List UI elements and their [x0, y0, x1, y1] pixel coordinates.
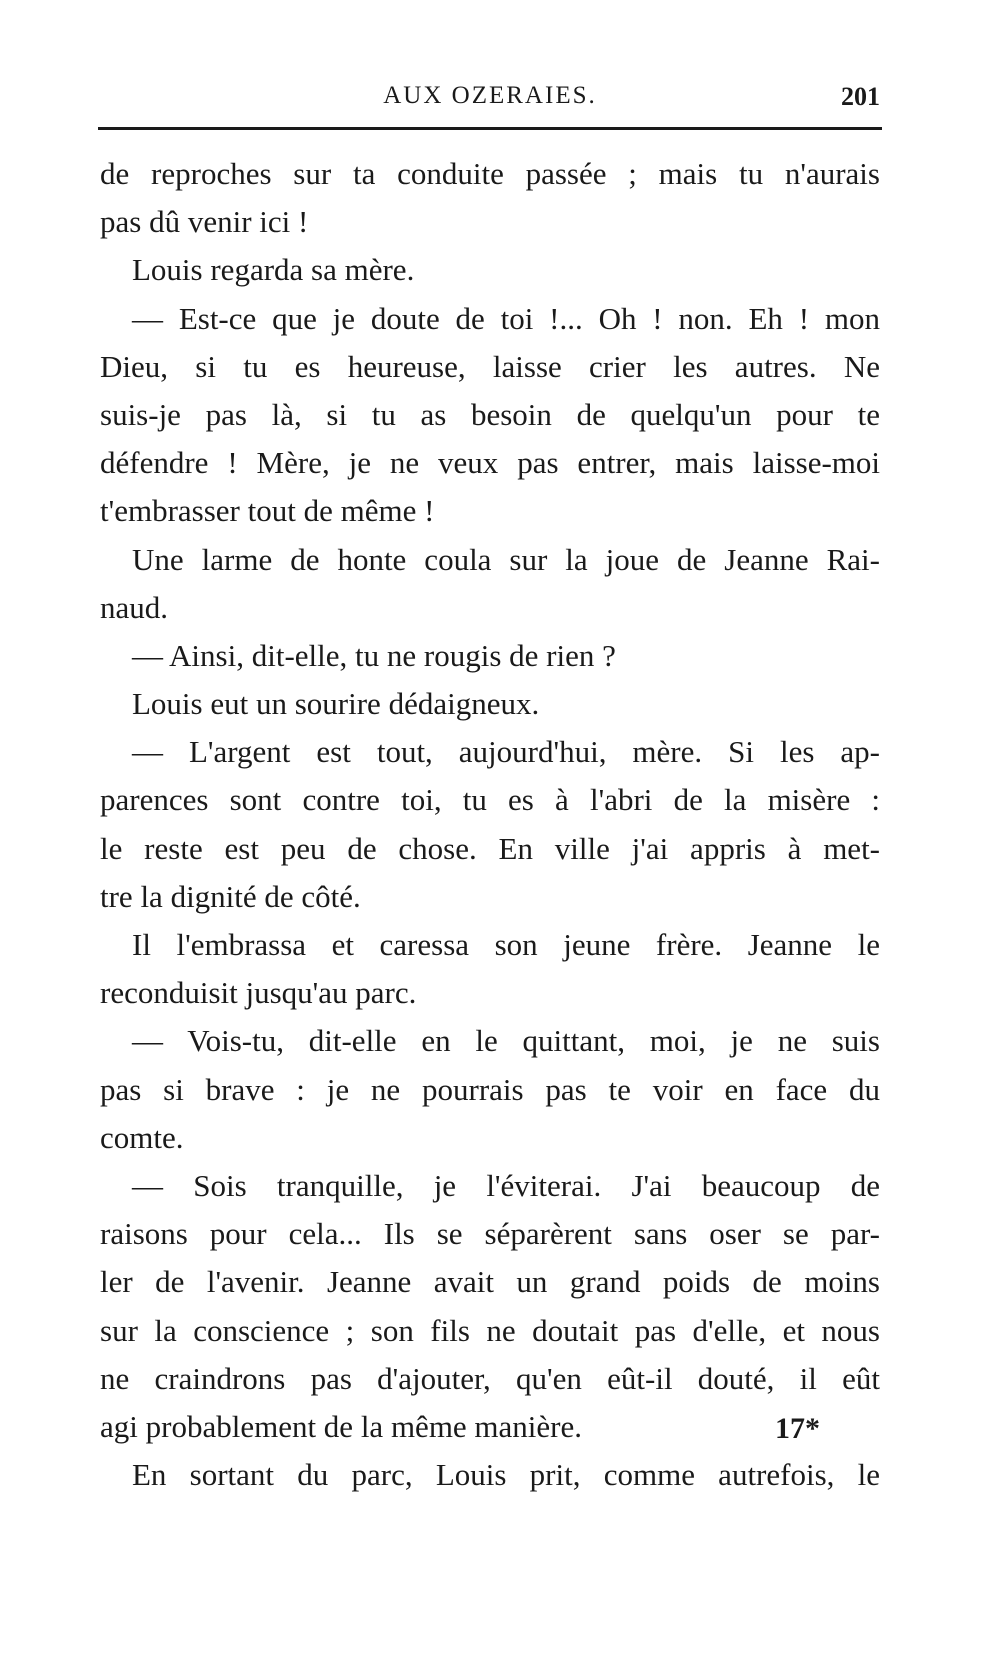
text-line: naud.	[100, 589, 169, 625]
text-line: parences sont contre toi, tu es à l'abri de la misère :	[100, 782, 880, 818]
text-line: ler de l'avenir. Jeanne avait un grand poids de moins	[100, 1264, 880, 1300]
text-line: Louis eut un sourire dédaigneux.	[132, 686, 540, 722]
text-line: — Ainsi, dit-elle, tu ne rougis de rien ?	[132, 637, 616, 673]
text-line: ne craindrons pas d'ajouter, qu'en eût-il douté, il eût	[100, 1360, 880, 1396]
text-line: raisons pour cela... Ils se séparèrent sans oser se par-	[100, 1216, 880, 1252]
text-line: En sortant du parc, Louis prit, comme autrefois, le	[132, 1457, 880, 1493]
text-line: comte.	[100, 1119, 184, 1155]
text-line: — L'argent est tout, aujourd'hui, mère. Si les ap-	[132, 734, 880, 770]
text-line: pas dû venir ici !	[100, 204, 309, 240]
page-header	[100, 82, 880, 122]
text-line: défendre ! Mère, je ne veux pas entrer, mais laisse-moi	[100, 445, 880, 481]
text-line: — Vois-tu, dit-elle en le quittant, moi, je ne suis	[132, 1023, 880, 1059]
text-line: sur la conscience ; son fils ne doutait pas d'elle, et nous	[100, 1312, 880, 1348]
text-line: suis-je pas là, si tu as besoin de quelqu'un pour te	[100, 396, 880, 432]
text-line: tre la dignité de côté.	[100, 878, 361, 914]
text-line: le reste est peu de chose. En ville j'ai appris à met-	[100, 830, 880, 866]
body-text	[100, 150, 880, 1499]
text-line: — Sois tranquille, je l'éviterai. J'ai beaucoup de	[132, 1167, 880, 1203]
text-line: t'embrasser tout de même !	[100, 493, 435, 529]
signature-mark: 17*	[775, 1412, 820, 1445]
text-line: agi probablement de la même manière.	[100, 1408, 583, 1444]
text-line: reconduisit jusqu'au parc.	[100, 975, 417, 1011]
text-line: de reproches sur ta conduite passée ; mais tu n'aurais	[100, 156, 880, 191]
text-line: Louis regarda sa mère.	[132, 252, 415, 288]
header-rule	[98, 127, 882, 130]
text-line: Une larme de honte coula sur la joue de Jeanne Rai-	[132, 541, 880, 577]
text-line: — Est-ce que je doute de toi !... Oh ! non. Eh ! mon	[132, 300, 880, 336]
text-line: Dieu, si tu es heureuse, laisse crier les autres. Ne	[100, 348, 880, 384]
text-line: pas si brave : je ne pourrais pas te voir en face du	[100, 1071, 880, 1107]
text-line: Il l'embrassa et caressa son jeune frère. Jeanne le	[132, 927, 880, 962]
running-title: AUX OZERAIES.	[383, 82, 597, 109]
page-number: 201	[841, 82, 880, 111]
